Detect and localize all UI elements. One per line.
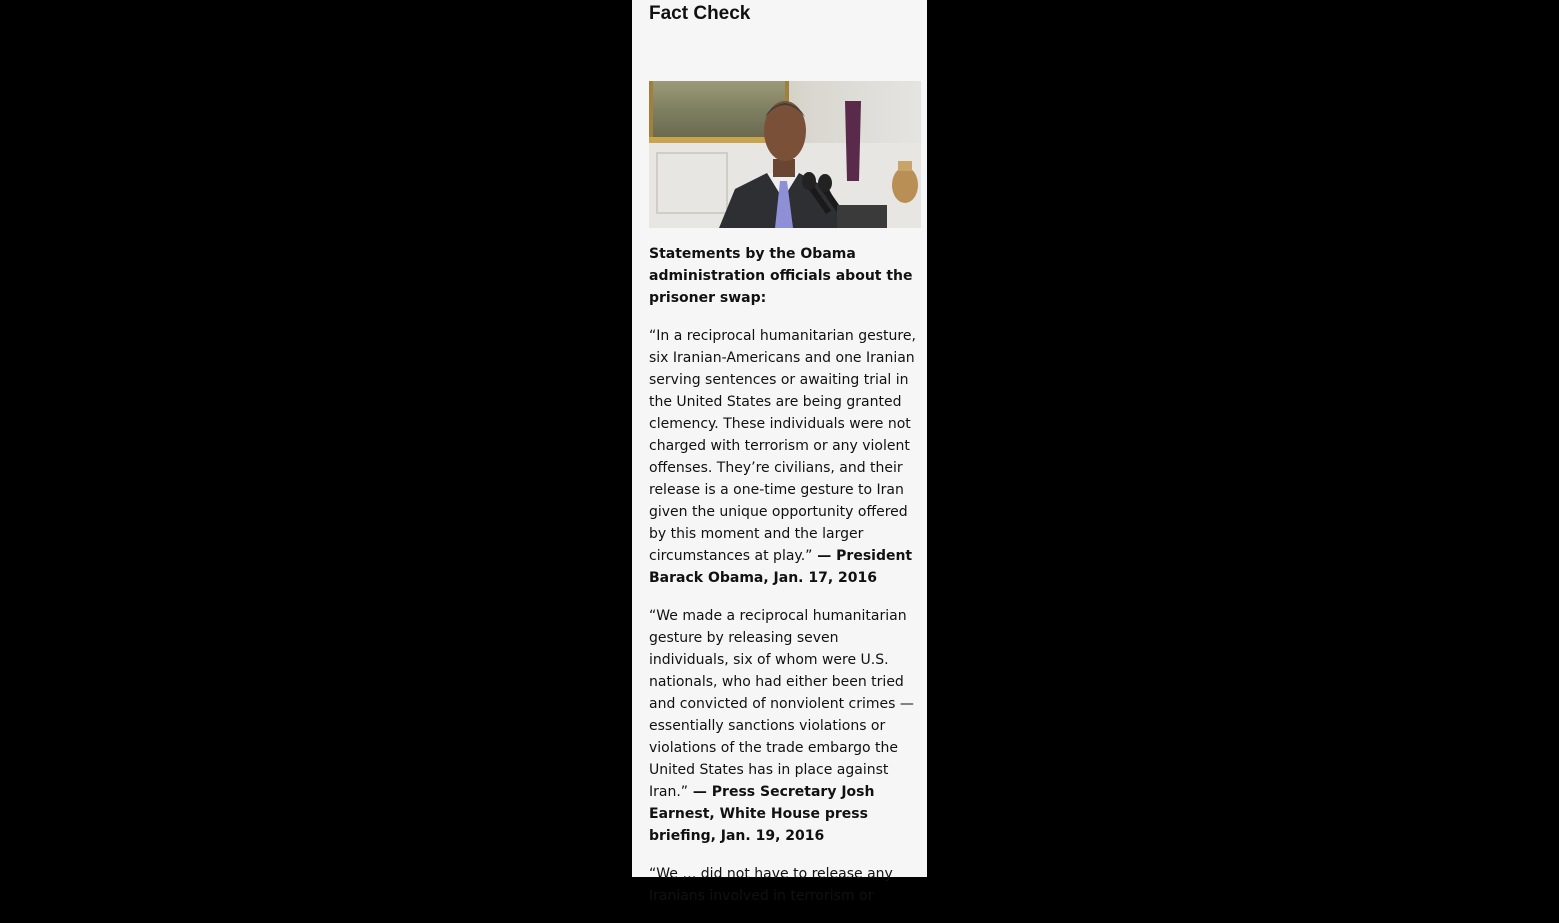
intro-paragraph: Statements by the Obama administration officials about the prisoner swap: — [649, 246, 913, 306]
quote-attribution: — Press Secretary Josh Earnest, White House press briefing, Jan. 19, 2016 — [649, 784, 875, 844]
quote-text: “We made a reciprocal humanitarian gesture by releasing seven individuals, six of whom were U.S. nationals, who had either been tried and convicted of nonviolent crimes — essentially sanctions violations or violations of the trade embargo the United States has in place against Iran.” — [649, 608, 914, 800]
article-photo — [649, 81, 921, 228]
section-title[interactable]: Fact Check — [649, 3, 751, 24]
article-column — [632, 0, 927, 904]
article-body — [649, 243, 917, 923]
quote-attribution: — President Barack Obama, Jan. 17, 2016 — [649, 548, 913, 586]
quote-text: “We … did not have to release any Iranians involved in terrorism or — [649, 866, 893, 904]
quote-paragraph — [649, 325, 917, 589]
quote-paragraph — [649, 605, 917, 847]
obama-at-podium-photo-icon — [649, 81, 921, 228]
quote-paragraph — [649, 863, 917, 907]
quote-text: “In a reciprocal humanitarian gesture, six Iranian-Americans and one Iranian serving sentences or awaiting trial in the United States are being granted clemency. These individuals were not charged with terrorism or any violent offenses. They’re civilians, and their release is a one-time gesture to Iran given the unique opportunity offered by this moment and the larger circumstances at play.” — [649, 328, 916, 564]
